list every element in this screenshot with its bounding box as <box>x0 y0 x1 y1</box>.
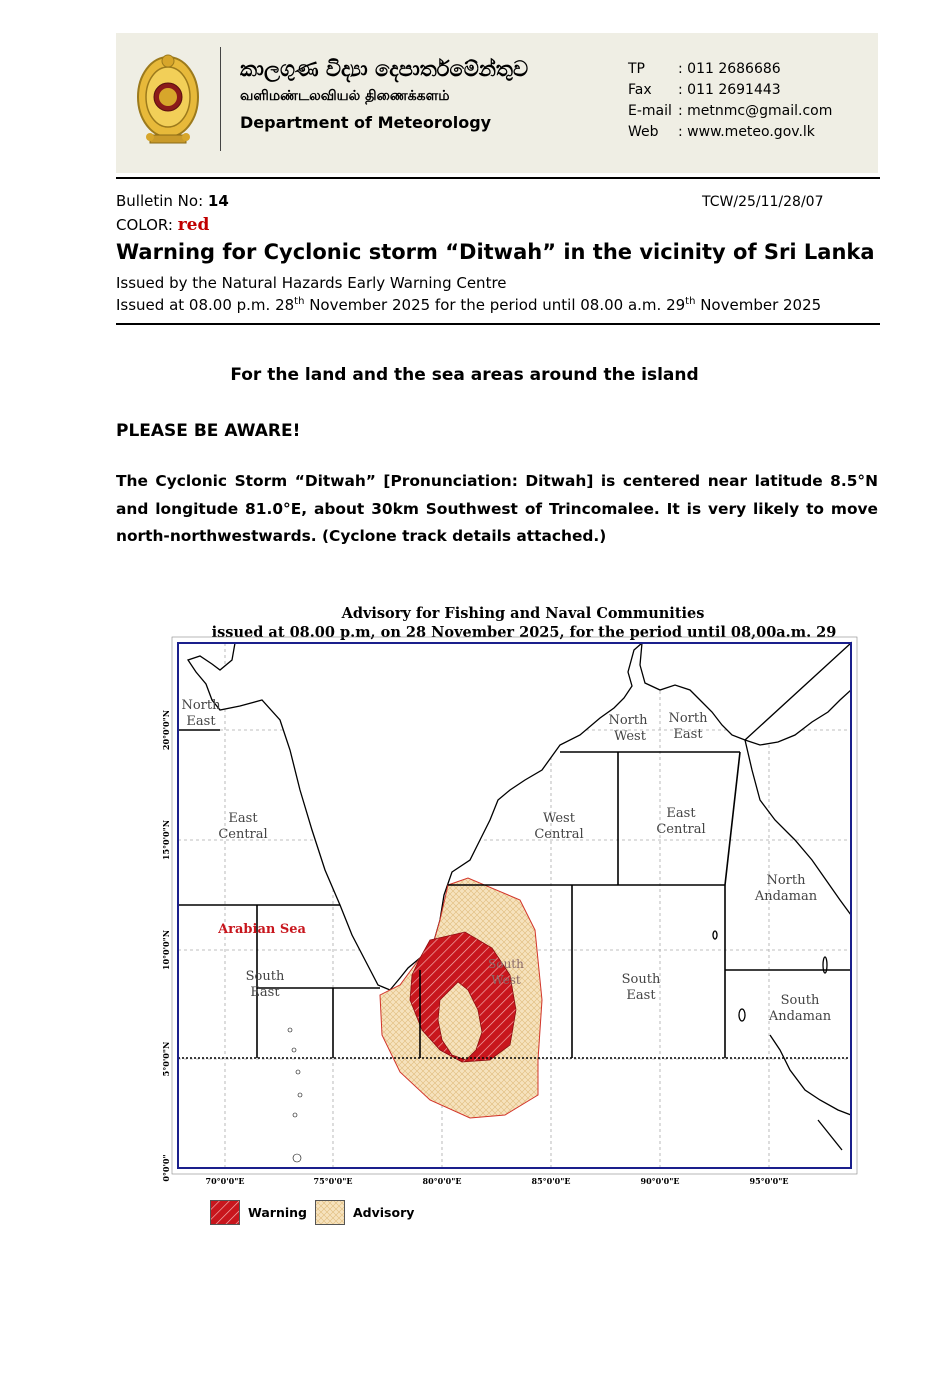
contact-row: TP : 011 2686686 <box>628 61 781 77</box>
lat-label: 20°0'0"N <box>161 709 171 751</box>
lat-label: 15°0'0"N <box>161 819 171 861</box>
lat-label: 5°0'0"N <box>161 1041 171 1077</box>
warning-swatch-icon <box>210 1200 240 1225</box>
warning-paragraph: The Cyclonic Storm “Ditwah” [Pronunciation: Ditwah] is centered near latitude 8.5°N and longitude 81.0°E, about 30km Southwest of Trincomalee. It is very likely to move north-northwestwards. (Cyclone track details attached.) <box>116 472 878 545</box>
svg-text:East: East <box>673 727 703 742</box>
label-east-central-arabian: East <box>228 811 258 826</box>
email-link[interactable]: : metnmc@gmail.com <box>678 103 833 119</box>
please-be-aware: PLEASE BE AWARE! <box>116 421 301 441</box>
svg-text:East: East <box>250 985 280 1000</box>
bulletin-color: COLOR: red <box>116 215 210 235</box>
legend-warning: Warning <box>210 1200 307 1225</box>
label-south-andaman: South <box>780 993 820 1008</box>
lon-label: 85°0'0"E <box>531 1176 571 1186</box>
label-south-west-bay: South <box>488 957 524 971</box>
map-subtitle: issued at 08.00 p.m, on 28 November 2025, for the period until 08,00a.m. 29 <box>211 624 837 641</box>
label-east-central-bay: East <box>666 806 696 821</box>
label-south-east-bay: South <box>621 972 661 987</box>
svg-text:Central: Central <box>656 822 706 837</box>
svg-text:Central: Central <box>534 827 584 842</box>
svg-text:East: East <box>186 714 216 729</box>
bulletin-number: Bulletin No: 14 <box>116 192 229 210</box>
label-north-andaman: North <box>766 873 806 888</box>
label-north-west-bay: North <box>608 713 648 728</box>
svg-text:West: West <box>491 973 521 987</box>
department-name-tamil: வளிமண்டலவியல் திணைக்களம் <box>240 88 450 104</box>
lat-label: 0°0'0" <box>161 1154 171 1182</box>
web-link[interactable]: : www.meteo.gov.lk <box>678 124 815 140</box>
legend-advisory: Advisory <box>315 1200 414 1225</box>
lon-label: 70°0'0"E <box>205 1176 245 1186</box>
contact-row: Fax : 011 2691443 <box>628 82 781 98</box>
label-north-east-bay: North <box>668 711 708 726</box>
issued-by: Issued by the Natural Hazards Early Warning Centre <box>116 274 507 292</box>
svg-text:Andaman: Andaman <box>768 1009 832 1024</box>
issued-at: Issued at 08.00 p.m. 28th November 2025 for the period until 08.00 a.m. 29th November 2025 <box>116 296 822 314</box>
section-subheading: For the land and the sea areas around the island <box>230 365 699 385</box>
svg-text:Andaman: Andaman <box>754 889 818 904</box>
svg-text:East: East <box>626 988 656 1003</box>
label-west-central-bay: West <box>543 811 575 826</box>
svg-text:Central: Central <box>218 827 268 842</box>
lat-label: 10°0'0"N <box>161 929 171 971</box>
svg-text:West: West <box>614 729 646 744</box>
advisory-swatch-icon <box>315 1200 345 1225</box>
department-name-sinhala: කාලගුණ විද්‍යා දෙපාර්තමේන්තුව <box>240 57 529 81</box>
lon-label: 90°0'0"E <box>640 1176 680 1186</box>
lon-label: 75°0'0"E <box>313 1176 353 1186</box>
label-south-east-arabian: South <box>245 969 285 984</box>
contact-row: E-mail : metnmc@gmail.com <box>628 101 832 122</box>
label-arabian-sea: Arabian Sea <box>218 922 306 937</box>
label-north-east-arabian: North <box>181 698 221 713</box>
lon-label: 80°0'0"E <box>422 1176 462 1186</box>
department-name-english: Department of Meteorology <box>240 113 492 132</box>
warning-title: Warning for Cyclonic storm “Ditwah” in the vicinity of Sri Lanka <box>116 240 875 264</box>
bulletin-code: TCW/25/11/28/07 <box>702 194 824 210</box>
map-title: Advisory for Fishing and Naval Communities <box>341 605 705 622</box>
contact-row: Web : www.meteo.gov.lk <box>628 122 832 143</box>
lon-label: 95°0'0"E <box>749 1176 789 1186</box>
